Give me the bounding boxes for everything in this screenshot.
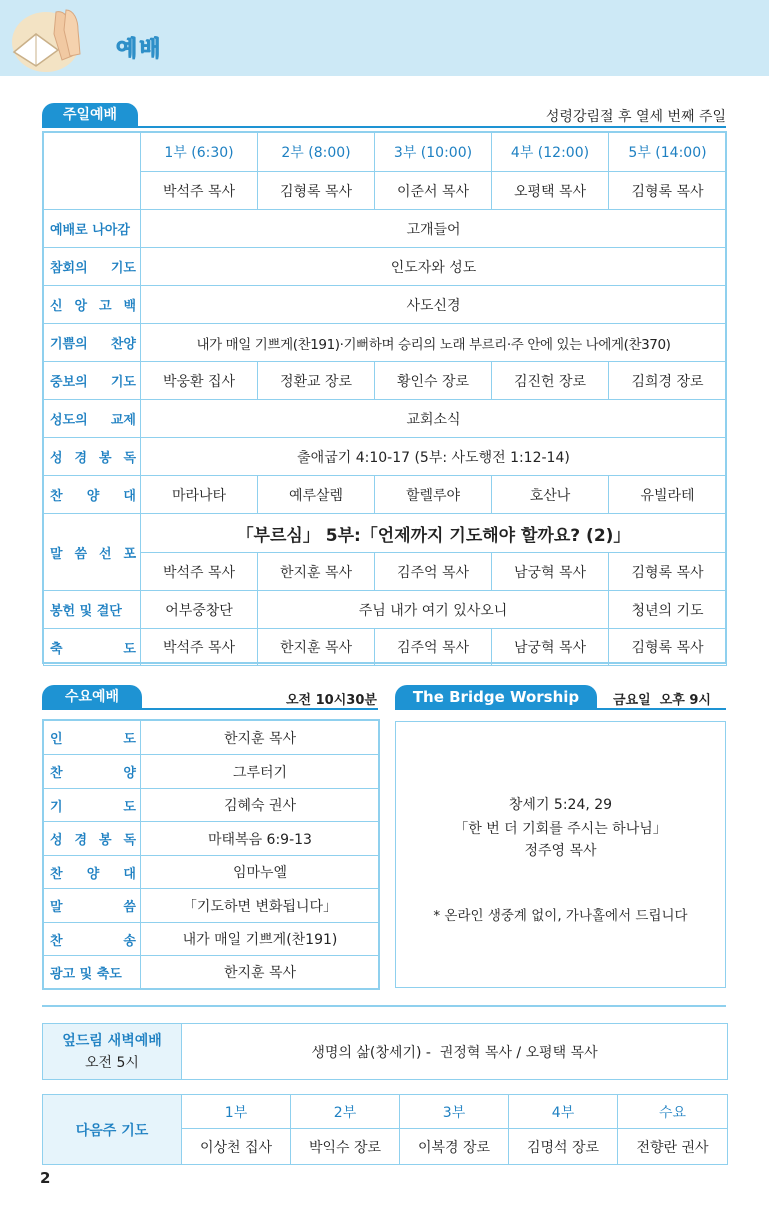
row-value: 청년의 기도: [609, 591, 727, 629]
service-time: 5부 (14:00): [609, 133, 727, 172]
row-label: 찬 송: [44, 923, 141, 956]
row-value: 출애굽기 4:10-17 (5부: 사도행전 1:12-14): [141, 438, 727, 476]
fellowship-row: [44, 400, 727, 438]
choir-row: [44, 476, 727, 514]
next-prayer-header: 수요: [618, 1095, 728, 1129]
row-label: 성 경 봉 독: [44, 822, 141, 856]
service-leader: 이준서 목사: [375, 172, 492, 210]
row-label: 중보의 기도: [44, 362, 141, 400]
scripture-row: [44, 438, 727, 476]
row-value: 임마누엘: [141, 856, 380, 889]
dawn-worship-label: [43, 1024, 182, 1080]
dawn-worship-title: 엎드림 새벽예배: [62, 1032, 162, 1049]
row-value: 황인수 장로: [375, 362, 492, 400]
service-time: 3부 (10:00): [375, 133, 492, 172]
service-time: 4부 (12:00): [492, 133, 609, 172]
next-prayer-header: 1부: [182, 1095, 291, 1129]
wednesday-row: [44, 923, 380, 956]
row-label: 찬 양: [44, 755, 141, 789]
dawn-worship-table: [42, 1023, 728, 1080]
row-label: 신 앙 고 백: [44, 286, 141, 324]
row-value: 마태복음 6:9-13: [141, 822, 380, 856]
hymn-row: [44, 324, 727, 362]
next-prayer-name: 이상천 집사: [182, 1129, 291, 1165]
creed-row: [44, 286, 727, 324]
wednesday-row: [44, 721, 380, 755]
next-week-prayer-table: [42, 1094, 728, 1165]
next-prayer-name: 이복경 장로: [400, 1129, 509, 1165]
repentance-row: [44, 248, 727, 286]
row-value: 고개들어: [141, 210, 727, 248]
dawn-worship-value: 생명의 삶(창세기) - 권정혁 목사 / 오평택 목사: [182, 1024, 728, 1080]
sunday-worship-tab: 주일예배: [42, 103, 138, 127]
service-leader: 김형록 목사: [609, 172, 727, 210]
row-value: 인도자와 성도: [141, 248, 727, 286]
row-value: 김형록 목사: [609, 629, 727, 666]
row-value: 예루살렘: [258, 476, 375, 514]
sermon-title: 「부르심」 5부:「언제까지 기도해야 할까요? (2)」: [141, 514, 727, 553]
bridge-note: * 온라인 생중계 없이, 가나홀에서 드립니다: [433, 908, 688, 924]
blessing-row: [44, 629, 727, 666]
section-divider: [42, 1005, 726, 1007]
next-prayer-header-row: [43, 1095, 728, 1129]
row-label: 인 도: [44, 721, 141, 755]
banner-title: 예배: [116, 37, 163, 62]
row-value: 할렐루야: [375, 476, 492, 514]
row-label: 말 씀: [44, 889, 141, 923]
wednesday-row: [44, 789, 380, 822]
row-value: 유빌라테: [609, 476, 727, 514]
section-banner: [0, 0, 769, 76]
row-label: 축 도: [44, 629, 141, 666]
bridge-worship-tab: The Bridge Worship: [395, 685, 597, 709]
wednesday-row: [44, 889, 380, 923]
offering-row: [44, 591, 727, 629]
row-value: 박석주 목사: [141, 629, 258, 666]
row-value: 주님 내가 여기 있사오니: [258, 591, 609, 629]
sunday-subtitle: 성령강림절 후 열세 번째 주일: [545, 109, 726, 125]
bridge-time: 금요일 오후 9시: [613, 693, 711, 708]
row-value: 박웅환 집사: [141, 362, 258, 400]
row-label: 기 도: [44, 789, 141, 822]
service-time: 1부 (6:30): [141, 133, 258, 172]
row-value: 정환교 장로: [258, 362, 375, 400]
bridge-worship-box: [395, 721, 726, 988]
row-value: 김희경 장로: [609, 362, 727, 400]
row-label: 찬 양 대: [44, 856, 141, 889]
row-value: 호산나: [492, 476, 609, 514]
row-label: 예배로 나아감: [44, 210, 141, 248]
row-value: 한지훈 목사: [258, 553, 375, 591]
row-label: 봉헌 및 결단: [44, 591, 141, 629]
wednesday-row: [44, 822, 380, 856]
row-value: 박석주 목사: [141, 553, 258, 591]
row-value: 김혜숙 권사: [141, 789, 380, 822]
row-value: 김진헌 장로: [492, 362, 609, 400]
next-prayer-header: 2부: [291, 1095, 400, 1129]
empty-corner-cell: [44, 133, 141, 210]
wednesday-row: [44, 856, 380, 889]
wednesday-header-rule: [42, 708, 378, 710]
row-value: 교회소식: [141, 400, 727, 438]
bridge-header-rule: [395, 708, 726, 710]
next-prayer-name: 박익수 장로: [291, 1129, 400, 1165]
row-value: 한지훈 목사: [141, 956, 380, 989]
row-label: 참회의 기도: [44, 248, 141, 286]
row-value: 남궁혁 목사: [492, 629, 609, 666]
wednesday-row: [44, 956, 380, 989]
row-label: 말 씀 선 포: [44, 514, 141, 591]
row-value: 김형록 목사: [609, 553, 727, 591]
sermon-title-row: [44, 514, 727, 553]
row-value: 김주억 목사: [375, 629, 492, 666]
service-leader: 박석주 목사: [141, 172, 258, 210]
row-value: 그루터기: [141, 755, 380, 789]
row-value: 한지훈 목사: [141, 721, 380, 755]
dawn-worship-time: 오전 5시: [85, 1054, 139, 1071]
sermon-preachers-row: [44, 553, 727, 591]
row-value: 김주억 목사: [375, 553, 492, 591]
page-number: 2: [40, 1169, 51, 1187]
row-value: 「기도하면 변화됩니다」: [141, 889, 380, 923]
praying-hands-bible-icon: [6, 4, 92, 74]
service-time: 2부 (8:00): [258, 133, 375, 172]
row-value: 마라나타: [141, 476, 258, 514]
row-value: 사도신경: [141, 286, 727, 324]
bridge-speaker: 정주영 목사: [524, 843, 597, 859]
row-value: 내가 매일 기쁘게(찬191): [141, 923, 380, 956]
service-times-row: [44, 133, 727, 172]
next-prayer-header: 4부: [509, 1095, 618, 1129]
row-label: 성도의 교제: [44, 400, 141, 438]
service-leader: 오평택 목사: [492, 172, 609, 210]
row-value: 한지훈 목사: [258, 629, 375, 666]
row-label: 기쁨의 찬양: [44, 324, 141, 362]
next-prayer-name: 김명석 장로: [509, 1129, 618, 1165]
sunday-worship-table: [43, 132, 727, 666]
service-leader: 김형록 목사: [258, 172, 375, 210]
approach-row: [44, 210, 727, 248]
row-value: 내가 매일 기쁘게(찬191)·기뻐하며 승리의 노래 부르리·주 안에 있는 나에게(찬370): [141, 324, 727, 362]
row-value: 어부중창단: [141, 591, 258, 629]
bridge-scripture: 창세기 5:24, 29: [508, 797, 613, 813]
next-prayer-name: 전향란 권사: [618, 1129, 728, 1165]
row-label: 성 경 봉 독: [44, 438, 141, 476]
row-label: 찬 양 대: [44, 476, 141, 514]
wednesday-row: [44, 755, 380, 789]
row-label: 광고 및 축도: [44, 956, 141, 989]
wednesday-worship-table: [43, 720, 380, 989]
service-leaders-row: [44, 172, 727, 210]
row-value: 남궁혁 목사: [492, 553, 609, 591]
wednesday-worship-tab: 수요예배: [42, 685, 142, 709]
next-prayer-header: 3부: [400, 1095, 509, 1129]
next-prayer-label: 다음주 기도: [43, 1095, 182, 1165]
dawn-worship-row: [43, 1024, 728, 1080]
wednesday-time: 오전 10시30분: [286, 693, 377, 708]
intercession-row: [44, 362, 727, 400]
sunday-header-rule: [42, 126, 726, 128]
bridge-sermon-title: 「한 번 더 기회를 주시는 하나님」: [454, 821, 667, 837]
